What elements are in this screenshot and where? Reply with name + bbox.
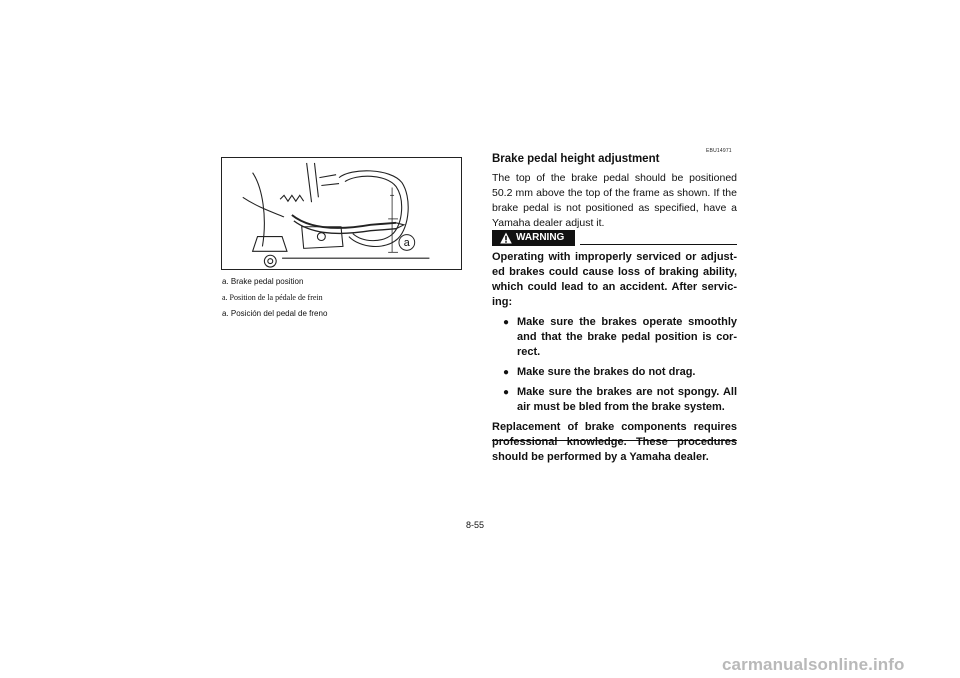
list-item (492, 365, 737, 380)
figure-callout-label: a (403, 236, 410, 249)
caption-english: a. Brake pedal position (222, 277, 304, 286)
bullet-icon: ● (503, 367, 510, 378)
section-code: EBU14971 (706, 148, 732, 154)
figure-captions (222, 276, 462, 324)
list-item (492, 315, 737, 360)
list-item (492, 385, 737, 415)
warning-triangle-icon (500, 232, 512, 244)
warning-closing: Replacement of brake components requires professional knowledge. These procedures should be performed by a Yamaha dealer. (492, 421, 737, 463)
warning-intro: Operating with improperly serviced or adjust- ed brakes could cause loss of braking ability, which could lead to an accident. After servic- ing: (492, 251, 737, 308)
section-body: The top of the brake pedal should be positioned 50.2 mm above the top of the frame as shown. If the brake pedal is not positioned as specified, have a Yamaha dealer adjust it. (492, 172, 737, 229)
bullet-icon: ● (503, 317, 510, 328)
warning-bullets (492, 315, 737, 415)
page-number: 8-55 (466, 520, 485, 530)
watermark: carmanualsonline.info (722, 655, 905, 674)
bullet-text: Make sure the brakes do not drag. (517, 366, 696, 378)
caption-spanish: a. Posición del pedal de freno (222, 309, 328, 318)
caption-french: a. Position de la pédale de frein (222, 293, 323, 302)
section-heading: Brake pedal height adjustment (492, 153, 660, 165)
warning-rule (580, 244, 737, 245)
warning-header (492, 230, 737, 246)
brake-pedal-illustration (222, 158, 461, 269)
warning-text (492, 250, 737, 465)
brake-pedal-figure (221, 157, 462, 270)
bullet-text: Make sure the brakes operate smoothly and that the brake pedal position is cor- rect. (517, 316, 737, 358)
warning-label: WARNING (516, 232, 565, 243)
warning-badge (492, 230, 575, 246)
warning-end-rule (492, 440, 737, 441)
bullet-text: Make sure the brakes are not spongy. All air must be bled from the brake system. (517, 386, 737, 413)
bullet-icon: ● (503, 387, 510, 398)
